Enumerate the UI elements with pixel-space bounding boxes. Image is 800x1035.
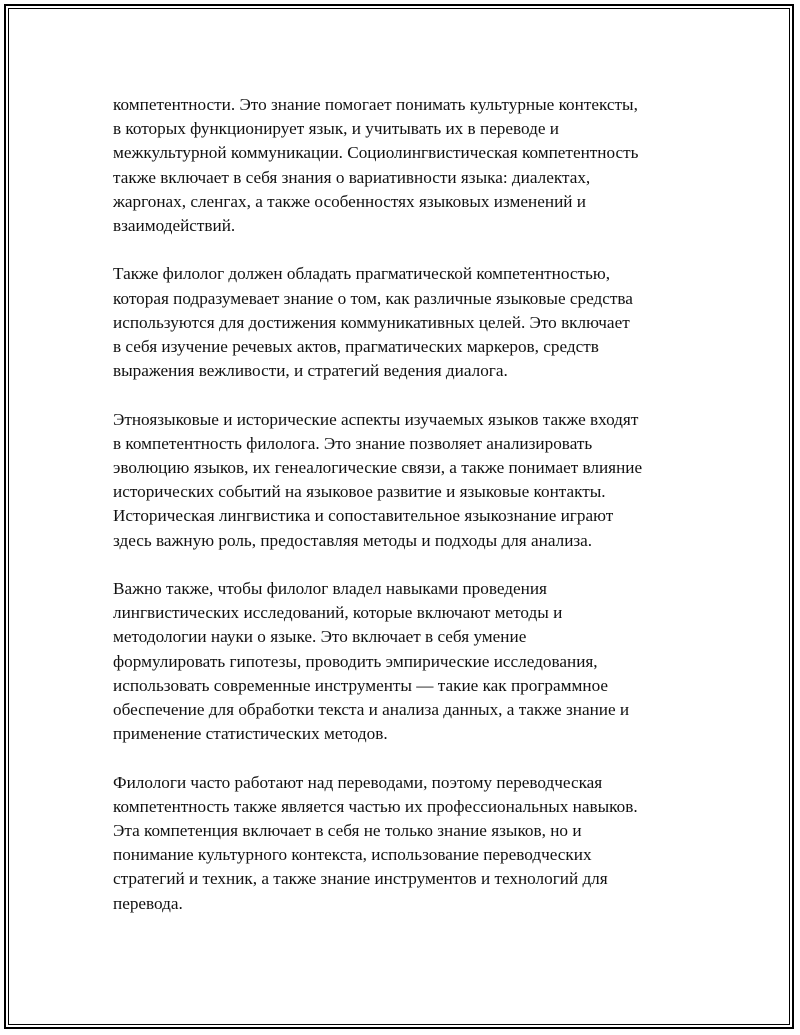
document-body xyxy=(113,93,703,940)
paragraph-1: компетентности. Это знание помогает понимать культурные контексты, в которых функционирует язык, и учитывать их в переводе и межкультурной коммуникации. Социолингвистическая компетентность также включает в себя знания о вариативности языка: диалектах, жаргонах, сленгах, а также особенностях языковых изменений и взаимодействий. xyxy=(113,95,639,236)
paragraph-4: Важно также, чтобы филолог владел навыками проведения лингвистических исследований, которые включают методы и методологии науки о языке. Это включает в себя умение формулировать гипотезы, проводить эмпирические исследования, использовать современные инструменты — такие как программное обеспечение для обработки текста и анализа данных, а также знание и применение статистических методов. xyxy=(113,579,630,744)
paragraph-3: Этноязыковые и исторические аспекты изучаемых языков также входят в компетентность филолога. Это знание позволяет анализировать эволюцию языков, их генеалогические связи, а также понимает влияние исторических событий на языковое развитие и языковые контакты. Историческая лингвистика и сопоставительное языкознание играют здесь важную роль, предоставляя методы и подходы для анализа. xyxy=(113,409,643,550)
paragraph-5: Филологи часто работают над переводами, поэтому переводческая компетентность также является частью их профессиональных навыков. Эта компетенция включает в себя не только знание языков, но и понимание культурного контекста, использование переводческих стратегий и техник, а также знание инструментов и технологий для перевода. xyxy=(113,772,638,913)
paragraph-2: Также филолог должен обладать прагматической компетентностью, которая подразумевает знание о том, как различные языковые средства используются для достижения коммуникативных целей. Это включает в себя изучение речевых актов, прагматических маркеров, средств выражения вежливости, и стратегий ведения диалога. xyxy=(113,264,633,381)
